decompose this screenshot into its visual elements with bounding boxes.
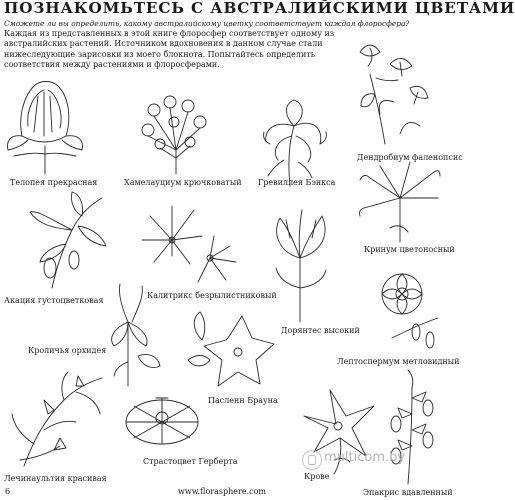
page-number: 6	[5, 487, 11, 496]
plant-label: Хамелауциум крючковатый	[124, 178, 242, 187]
telopea-sketch	[4, 76, 86, 176]
plant-label: Лептоспермум метловидный	[337, 357, 460, 366]
watermark-text: multicom.by	[324, 450, 406, 465]
plant-label: Кринум цветоносный	[364, 245, 455, 254]
plant-label: Крове	[304, 472, 330, 481]
leptospermum-sketch	[372, 258, 446, 354]
plant-label: Дорянтес высокий	[281, 326, 360, 335]
plant-label: Акация густоцветковая	[4, 296, 104, 305]
plant-label: Пасленн Брауна	[208, 396, 278, 405]
page-title: ПОЗНАКОМЬТЕСЬ С АВСТРАЛИЙСКИМИ ЦВЕТАМИ	[4, 0, 515, 17]
solanum-sketch	[182, 310, 278, 394]
question-text: Сможете ли вы определить, какому австралийскому цветку соответствует каждая флоросфера?	[4, 19, 410, 28]
calytrix-sketch	[132, 196, 240, 288]
plant-label: Эпакрис вдавленный	[363, 488, 453, 497]
watermark-logo	[302, 450, 322, 470]
plant-label: Гревиллея Бэнкса	[258, 178, 336, 187]
intro-paragraph: Каждая из представленных в этой книге флоросфер соответствует одному из австралийских растений. Источником вдохновения в данном случае стали нижеследующие зарисовки из моего блокнота. Попытайтесь определить соответствия между растениями и флоросферами.	[4, 29, 335, 70]
plant-label: Кроличья орхидея	[28, 346, 107, 355]
plant-label: Калитрикс безрылистниковый	[147, 291, 277, 300]
plant-label: Лечинаультия красивая	[4, 474, 107, 483]
plant-label: Телопея прекрасная	[10, 178, 98, 187]
crinum-sketch	[350, 158, 444, 244]
epacris-sketch	[378, 368, 444, 486]
acacia-sketch	[22, 190, 112, 290]
rabbit-orchid-sketch	[98, 282, 168, 388]
lechenaultia-sketch	[4, 370, 108, 468]
dendrobium-sketch	[340, 34, 440, 152]
chamelaucium-sketch	[130, 92, 222, 176]
grevillea-sketch	[254, 96, 334, 188]
doryanthes-sketch	[264, 208, 338, 324]
plant-label: Страстоцвет Герберта	[143, 457, 238, 466]
plant-label: Дендробиум фаленопсис	[357, 153, 463, 162]
passiflora-sketch	[120, 392, 204, 452]
footer-url: www.florasphere.com	[178, 487, 266, 496]
